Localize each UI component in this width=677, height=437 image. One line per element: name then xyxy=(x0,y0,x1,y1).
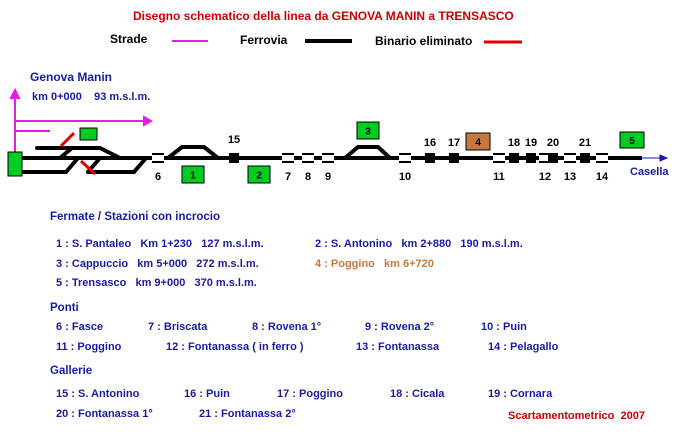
tunnel-15 xyxy=(228,134,240,163)
bridge-7 xyxy=(282,154,294,183)
page-title: Disegno schematico della linea da GENOVA MANIN a TRENSASCO xyxy=(133,9,514,23)
line-end-arrow xyxy=(642,155,667,161)
ponte-item-7: 7 : Briscata xyxy=(148,321,208,333)
galleria-item-17: 17 : Poggino xyxy=(277,388,343,400)
tunnel-label-19: 19 xyxy=(524,137,538,149)
galleria-item-18: 18 : Cicala xyxy=(390,388,445,400)
gallerie-title: Gallerie xyxy=(50,365,93,377)
galleria-item-21: 21 : Fontanassa 2° xyxy=(199,408,296,420)
tunnel-16 xyxy=(424,137,436,163)
galleria-item-19: 19 : Cornara xyxy=(488,388,553,400)
bridge-6 xyxy=(152,154,164,183)
tunnel-label-21: 21 xyxy=(578,137,592,149)
bridge-13 xyxy=(564,154,576,183)
bridge-label-9: 9 xyxy=(324,171,332,183)
station-yard xyxy=(22,148,146,172)
fermata-item-4: 4 : Poggino km 6+720 xyxy=(315,258,434,270)
bridge-label-14: 14 xyxy=(595,171,609,183)
bridge-label-7: 7 xyxy=(284,171,292,183)
ponti-title: Ponti xyxy=(50,302,79,314)
tunnel-label-20: 20 xyxy=(546,137,560,149)
station-label-3: 3 xyxy=(365,126,371,138)
destination-label: Casella xyxy=(630,166,669,178)
tunnel-label-18: 18 xyxy=(507,137,521,149)
bridge-9 xyxy=(322,154,334,183)
ponte-item-8: 8 : Rovena 1° xyxy=(252,321,322,333)
station-box-1 xyxy=(182,166,204,183)
station-box-5 xyxy=(620,132,644,148)
legend-roads-label: Strade xyxy=(110,32,148,46)
tunnel-label-16: 16 xyxy=(423,137,437,149)
fermate-title: Fermate / Stazioni con incrocio xyxy=(50,211,220,223)
ponte-item-6: 6 : Fasce xyxy=(56,321,104,333)
ponte-item-9: 9 : Rovena 2° xyxy=(365,321,435,333)
galleria-item-20: 20 : Fontanassa 1° xyxy=(56,408,153,420)
tunnel-17 xyxy=(448,137,460,163)
fermata-item-5: 5 : Trensasco km 9+000 370 m.s.l.m. xyxy=(56,277,257,289)
tunnel-label-17: 17 xyxy=(447,137,461,149)
bridge-10 xyxy=(399,154,411,183)
ponte-item-11: 11 : Poggino xyxy=(56,341,122,353)
fermata-item-1: 1 : S. Pantaleo Km 1+230 127 m.s.l.m. xyxy=(56,238,264,250)
station-label-1: 1 xyxy=(190,170,196,182)
station-box-4 xyxy=(466,133,490,150)
galleria-item-15: 15 : S. Antonino xyxy=(56,388,140,400)
bridge-11 xyxy=(493,154,505,183)
building-marker xyxy=(80,128,97,140)
ponte-item-10: 10 : Puin xyxy=(481,321,527,333)
origin-name: Genova Manin xyxy=(30,70,113,84)
bridge-label-10: 10 xyxy=(398,171,412,183)
ponte-item-13: 13 : Fontanassa xyxy=(356,341,440,353)
ponte-item-12: 12 : Fontanassa ( in ferro ) xyxy=(166,341,304,353)
station-box-2 xyxy=(248,166,270,183)
bridge-label-13: 13 xyxy=(563,171,577,183)
credit: Scartamentometrico 2007 xyxy=(508,410,645,422)
bridge-8 xyxy=(302,154,314,183)
tunnel-20 xyxy=(547,137,559,163)
legend-removed-label: Binario eliminato xyxy=(375,34,473,48)
station-box-3 xyxy=(357,122,379,139)
bridge-14 xyxy=(596,154,609,183)
bridge-label-8: 8 xyxy=(304,171,312,183)
station-label-5: 5 xyxy=(629,136,635,147)
tunnel-21 xyxy=(579,137,591,163)
origin-info: km 0+000 93 m.s.l.m. xyxy=(32,91,151,103)
galleria-item-16: 16 : Puin xyxy=(184,388,230,400)
station-label-2: 2 xyxy=(256,170,262,182)
bridge-label-6: 6 xyxy=(154,171,162,183)
fermata-item-3: 3 : Cappuccio km 5+000 272 m.s.l.m. xyxy=(56,258,259,270)
tunnel-18 xyxy=(508,137,520,163)
station-genova-manin xyxy=(8,152,22,176)
fermata-item-2: 2 : S. Antonino km 2+880 190 m.s.l.m. xyxy=(315,238,523,250)
tunnel-19 xyxy=(525,137,537,163)
tunnel-label-15: 15 xyxy=(227,134,241,146)
legend-railway-label: Ferrovia xyxy=(240,33,288,47)
bridge-label-12: 12 xyxy=(538,171,552,183)
ponte-item-14: 14 : Pelagallo xyxy=(488,341,559,353)
bridge-label-11: 11 xyxy=(493,171,505,183)
station-label-4: 4 xyxy=(475,137,481,149)
